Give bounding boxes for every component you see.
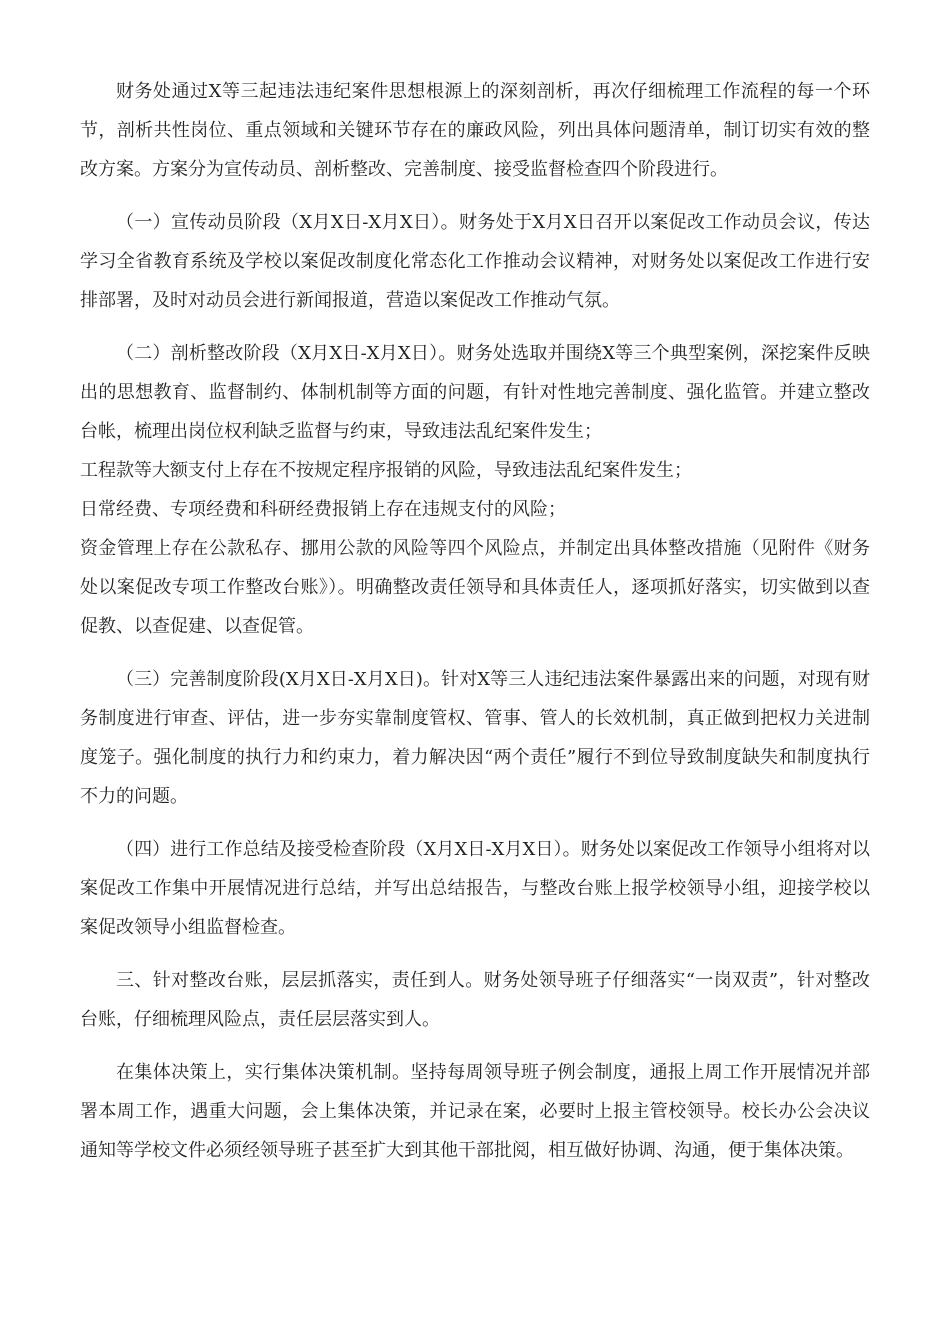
paragraph-section-3: 三、针对整改台账，层层抓落实，责任到人。财务处领导班子仔细落实“一岗双责”，针对整改台账，仔细梳理风险点，责任层层落实到人。 [80,970,870,1030]
paragraph-risk-3: 日常经费、专项经费和科研经费报销上存在违规支付的风险； [80,499,566,520]
paragraph-stage-1: （一）宣传动员阶段（X月X日-X月X日）。财务处于X月X日召开以案促改工作动员会议，传达学习全省教育系统及学校以案促改制度化常态化工作推动会议精神，对财务处以案促改工作进行安排部署，及时对动员会进行新闻报道，营造以案促改工作推动气氛。 [80,212,870,311]
paragraph-risk-4: 资金管理上存在公款私存、挪用公款的风险等四个风险点，并制定出具体整改措施（见附件《财务处以案促改专项工作整改台账》）。明确整改责任领导和具体责任人，逐项抓好落实，切实做到以查促教、以查促建、以查促管。 [80,538,870,637]
paragraph-collective-decision: 在集体决策上，实行集体决策机制。坚持每周领导班子例会制度，通报上周工作开展情况并部署本周工作，遇重大问题，会上集体决策，并记录在案，必要时上报主管校领导。校长办公会决议通知等学校文件必须经领导班子甚至扩大到其他干部批阅，相互做好协调、沟通，便于集体决策。 [80,1062,870,1161]
document-body [80,72,870,1184]
paragraph-risk-2: 工程款等大额支付上存在不按规定程序报销的风险，导致违法乱纪案件发生； [80,460,692,481]
paragraph-intro: 财务处通过X等三起违法违纪案件思想根源上的深刻剖析，再次仔细梳理工作流程的每一个环节，剖析共性岗位、重点领域和关键环节存在的廉政风险，列出具体问题清单，制订切实有效的整改方案。方案分为宣传动员、剖析整改、完善制度、接受监督检查四个阶段进行。 [80,81,870,180]
paragraph-stage-2: （二）剖析整改阶段（X月X日-X月X日）。财务处选取并围绕X等三个典型案例，深挖案件反映出的思想教育、监督制约、体制机制等方面的问题，有针对性地完善制度、强化监管。并建立整改台帐，梳理出岗位权利缺乏监督与约束，导致违法乱纪案件发生； [80,343,870,442]
paragraph-stage-4: （四）进行工作总结及接受检查阶段（X月X日-X月X日）。财务处以案促改工作领导小组将对以案促改工作集中开展情况进行总结，并写出总结报告，与整改台账上报学校领导小组，迎接学校以案促改领导小组监督检查。 [80,839,870,938]
paragraph-stage-3: （三）完善制度阶段(X月X日-X月X日)。针对X等三人违纪违法案件暴露出来的问题，对现有财务制度进行审查、评估，进一步夯实靠制度管权、管事、管人的长效机制，真正做到把权力关进制度笼子。强化制度的执行力和约束力，着力解决因“两个责任”履行不到位导致制度缺失和制度执行不力的问题。 [80,669,870,807]
